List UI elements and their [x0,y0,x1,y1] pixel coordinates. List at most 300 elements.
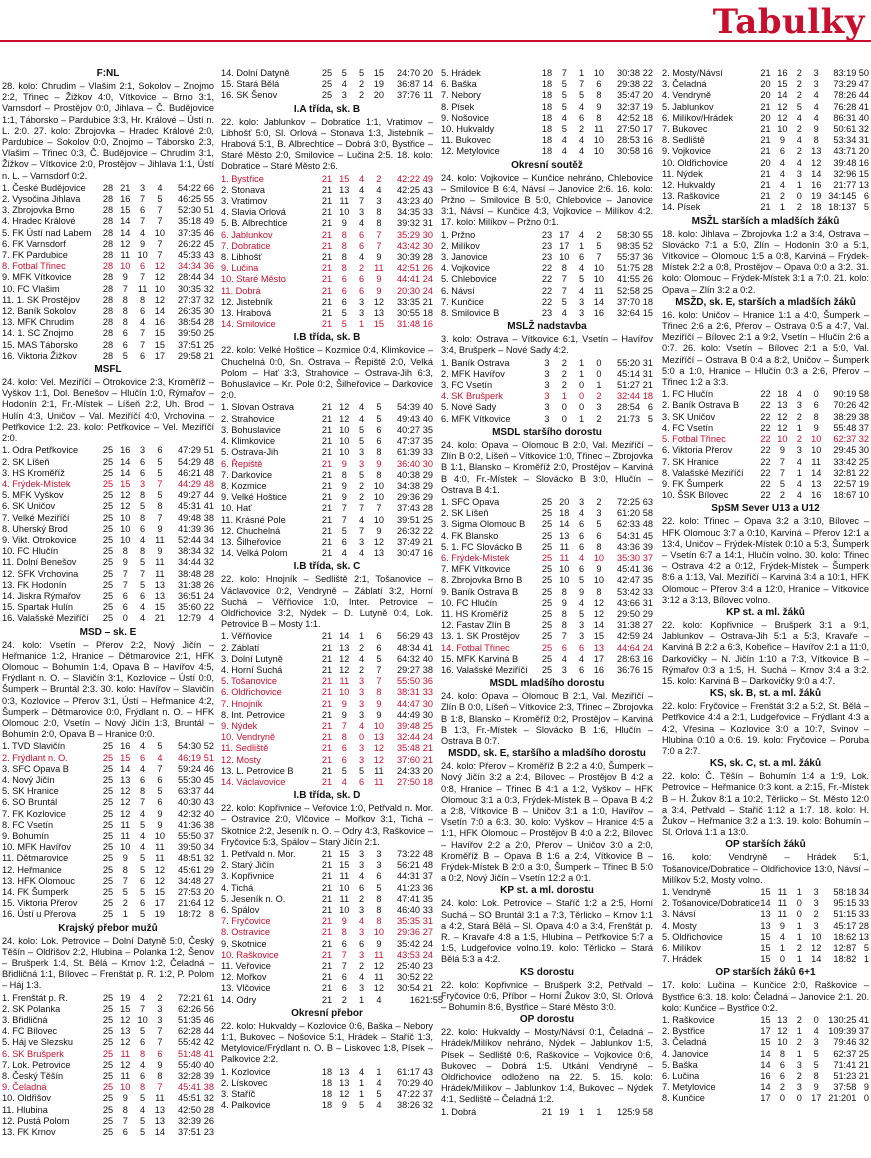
points: 31 [422,218,433,229]
results-text: 16. kolo: Vendryně – Hrádek 5:1, Tošanovice/Dobratice – Oldřichovice 13:0, Návsí – Milíkov 5:2, Mosty volno. [662,852,869,885]
league-section [441,321,653,425]
draws: 5 [140,819,146,830]
draws: 3 [359,860,365,871]
score: 38:29 [833,411,857,422]
points: 27 [422,927,433,938]
played: 21 [321,983,333,994]
points: 33 [422,905,433,916]
wins: 8 [341,240,347,251]
draws: 4 [579,146,585,157]
points: 33 [422,207,433,218]
played: 21 [321,972,333,983]
score: 41:23 [396,882,420,893]
draws: 6 [359,882,365,893]
team-name: 6. Spálov [221,905,260,916]
table-row [662,79,869,90]
draws: 7 [140,797,146,808]
score: 36:76 [616,664,640,675]
played: 25 [102,467,114,478]
team-name: 8. Ostravice [221,927,271,938]
draws: 6 [140,261,146,272]
points: 31 [642,357,653,368]
results-text: 24. kolo: Lok. Petrovice – Staříč 1:2 a 2:5, Horní Suchá – SO Bruntál 3:1 a 7:3, Těrlicko – Krnov 1:1 a 4:2, Stará Bělá – Sl. Opava 4:0 a 3:4, Frenštát p. R. – Kravaře 4:8 a 1:5, Hlubina – Petřkovice 5:7 a 1:5, Ludgeřovice volno.19. kolo: Těrlicko – Stará Bělá 5:3 a 4:2. [441,898,653,965]
wins: 7 [561,274,567,285]
score: 44:64 [616,642,640,653]
standings-table [221,1067,433,1112]
draws: 7 [140,339,146,350]
score: 51:48 [177,1048,201,1059]
score: 35:47 [616,90,640,101]
wins: 2 [779,490,785,501]
wins: 13 [559,530,570,541]
points: 32 [422,1100,433,1111]
played: 21 [321,184,333,195]
results-text: 22. kolo: Kopřivnice – Brušperk 3:2, Petřvald – Fryčovice 0:6, Příbor – Horní Žukov 3:0, Sl. Orlová – Bohumín 8:6, Bystřice – Staré Město 3:0. [441,979,653,1013]
team-name: 2. MFK Havířov [441,368,505,379]
team-name: 14. Fotbal Třinec [441,642,510,653]
wins: 15 [339,849,350,859]
wins: 7 [561,68,567,78]
score: 37:58 [833,1082,857,1093]
wins: 11 [777,887,788,897]
score: 40:30 [177,797,201,808]
league-section [441,885,653,965]
score: 49:27 [177,490,201,501]
points: 35 [642,575,653,586]
losses: 14 [593,296,604,307]
losses: 14 [811,168,822,179]
table-row [221,961,433,972]
losses: 8 [376,905,382,916]
points: 48 [422,860,433,871]
losses: 16 [811,490,822,501]
score: 34:48 [177,875,201,886]
losses: 5 [157,456,163,467]
points: 33 [642,586,653,597]
losses: 7 [157,478,163,489]
score: 43:66 [616,597,640,608]
wins: 4 [779,180,785,191]
draws: 3 [359,927,365,938]
draws: 4 [140,808,146,819]
wins: 0 [561,402,567,413]
draws: 5 [359,1100,365,1111]
played: 25 [102,1015,114,1026]
played: 28 [102,205,114,216]
standings-table [221,631,433,788]
score: 24:70 [396,68,420,78]
draws: 4 [359,252,365,263]
wins: 5 [341,319,347,330]
team-name: 14. Odry [221,994,257,1005]
team-name: 1. Baník Ostrava [441,357,510,368]
league-section [221,790,443,1006]
losses: 7 [157,205,163,216]
team-name: 7. Darkovice [221,469,273,480]
table-row [662,423,869,434]
table-row [2,524,214,535]
played: 25 [541,508,553,519]
table-row [2,753,214,764]
played: 25 [102,1082,114,1093]
played: 21 [760,191,771,202]
team-name: 16. Valašské Meziříčí [2,613,89,624]
losses: 19 [811,191,822,202]
draws: 5 [140,864,146,875]
points: 55 [642,229,653,240]
score: 48:34 [396,642,420,653]
table-row [662,158,869,169]
losses: 4 [157,182,163,193]
score: 32:96 [833,168,857,179]
tables-area [0,68,871,1156]
score: 78:26 [833,90,857,101]
played: 3 [544,402,550,413]
team-name: 10. FC Hlučín [441,597,498,608]
score: 39:50 [177,328,201,339]
points: 24 [422,732,433,743]
league-section [2,923,214,1139]
points: 6 [863,191,869,202]
wins: 8 [122,546,128,557]
losses: 8 [813,411,819,422]
losses: 3 [376,849,382,859]
score: 59:24 [177,763,201,774]
draws: 4 [796,478,802,489]
draws: 4 [140,317,146,328]
played: 21 [321,732,333,743]
played: 21 [541,1106,553,1117]
team-name: 4. FK Blansko [441,530,499,541]
score: 46:40 [396,905,420,916]
wins: 15 [120,1003,131,1014]
table-row [221,207,433,218]
points: 34 [203,534,214,545]
score: 34:44 [177,557,201,568]
points: 5 [647,413,653,424]
points: 18 [642,391,653,402]
wins: 6 [779,1071,785,1082]
losses: 13 [154,579,165,590]
wins: 18 [559,508,570,519]
played: 21 [321,938,333,949]
losses: 5 [596,519,602,530]
wins: 15 [339,173,350,184]
table-row [662,445,869,456]
wins: 12 [120,490,131,501]
score: 27:53 [177,887,201,898]
wins: 13 [120,1026,131,1037]
team-name: 14. Jiskra Rýmařov [2,590,81,601]
draws: 6 [140,467,146,478]
points: 42 [203,1037,214,1048]
score: 98:35 [616,240,640,251]
points: 21 [422,754,433,765]
played: 20 [760,157,771,168]
losses: 0 [596,357,602,368]
team-name: 5. Oldřichovice [662,931,723,942]
score: 95:15 [833,898,857,909]
league-section [441,967,653,1014]
losses: 12 [373,743,384,754]
team-name: 9. FK Šumperk [662,478,724,489]
wins: 4 [561,308,567,319]
wins: 11 [777,898,788,909]
draws: 2 [796,1037,802,1048]
played: 25 [102,568,114,579]
wins: 11 [559,552,570,563]
score: 54:22 [177,182,201,193]
losses: 9 [376,252,382,263]
score: 83:19 [833,68,857,78]
wins: 10 [339,447,350,458]
losses: 7 [376,503,382,514]
team-name: 3. Kopřivnice [221,871,275,882]
team-name: 8. Sedliště [662,135,705,146]
table-row [221,241,433,252]
team-name: 1. FC Hlučín [662,389,714,400]
played: 22 [760,456,771,467]
team-name: 12. Baník Sokolov [2,306,77,317]
played: 22 [760,490,771,501]
team-name: 16. SK Šenov [221,90,278,101]
points: 9 [863,1082,869,1093]
losses: 5 [157,741,163,752]
played: 21 [321,319,333,330]
score: 71:41 [833,1059,857,1070]
played: 25 [541,653,553,664]
points: 25 [858,456,869,467]
table-row [221,252,433,263]
team-name: 14. Smilovice [221,319,276,330]
draws: 4 [579,263,585,274]
played: 21 [321,436,333,447]
points: 38 [203,1082,214,1093]
table-row [441,263,653,274]
table-row [221,436,433,447]
score: 18:62 [833,931,857,942]
team-name: 2. SK Líšeň [2,456,50,467]
losses: 15 [154,328,165,339]
draws: 4 [359,173,365,184]
score: 62:28 [177,1026,201,1037]
wins: 11 [777,909,788,920]
draws: 1 [796,1026,802,1037]
losses: 10 [593,552,604,563]
score: 43:71 [833,146,857,157]
league-title: SpSM Sever U13 a U12 [711,503,820,515]
losses: 4 [376,1100,382,1111]
points: 27 [203,875,214,886]
league-section [221,68,433,102]
wins: 12 [120,501,131,512]
team-name: 11. Dětmarovice [2,853,69,864]
draws: 4 [140,763,146,774]
table-row [221,414,433,425]
wins: 7 [122,579,128,590]
points: 22 [858,467,869,478]
points: 48 [203,467,214,478]
points: 43 [422,1066,433,1077]
score: 63:37 [177,786,201,797]
league-section [221,104,433,331]
wins: 1 [122,909,128,920]
score: 35:48 [396,743,420,754]
wins: 9 [122,853,128,864]
losses: 9 [596,101,602,112]
draws: 3 [359,905,365,916]
draws: 2 [796,146,802,157]
score: 54:31 [616,530,640,541]
points: 40 [422,413,433,424]
score: 28:53 [616,135,640,146]
played: 22 [541,274,553,285]
losses: 5 [157,786,163,797]
points: 24 [422,274,433,285]
team-name: 1. Věřňovice [221,631,273,642]
team-name: 6. MFK Vítkovice [441,413,511,424]
wins: 10 [120,261,131,272]
draws: 4 [579,552,585,563]
table-row [2,468,214,479]
table-row [221,230,433,241]
score: 61:20 [616,508,640,519]
column-2 [221,68,443,1156]
played: 21 [321,642,333,653]
wins: 7 [122,1115,128,1126]
draws: 6 [359,776,365,787]
wins: 7 [122,568,128,579]
score: 30:52 [396,972,420,983]
points: 12 [203,898,214,909]
team-name: 12. Mořkov [221,972,267,983]
played: 17 [760,1026,771,1037]
losses: 9 [157,546,163,557]
team-name: 12. Mosty [221,754,261,765]
table-row [2,490,214,501]
points: 40 [203,808,214,819]
table-row [221,631,433,642]
wins: 12 [339,664,350,675]
draws: 6 [579,642,585,653]
team-name: 13. HFK Olomouc [2,875,76,886]
played: 25 [102,478,114,489]
wins: 19 [559,1106,570,1117]
losses: 12 [154,864,165,875]
table-row [221,860,433,871]
table-row [662,202,869,213]
points: 25 [422,514,433,525]
losses: 5 [596,240,602,251]
table-row [2,876,214,887]
draws: 0 [796,1093,802,1104]
losses: 3 [813,68,819,78]
losses: 9 [157,819,163,830]
table-row [441,146,653,157]
table-row [221,1089,433,1100]
score: 43:23 [396,196,420,207]
played: 22 [760,422,771,433]
team-name: 14. Dolní Datyně [221,68,290,78]
draws: 3 [359,849,365,859]
draws: 3 [579,620,585,631]
played: 14 [760,1048,771,1059]
losses: 0 [813,389,819,400]
points: 51 [203,752,214,763]
score: 37:51 [177,1127,201,1138]
wins: 10 [559,252,570,263]
draws: 5 [579,90,585,101]
table-row [662,434,869,445]
standings-table [2,445,214,624]
team-name: 6. Baška [441,79,477,90]
losses: 20 [373,90,384,101]
score: 29:50 [616,608,640,619]
score: 26:22 [177,238,201,249]
score: 32:37 [616,101,640,112]
played: 21 [321,893,333,904]
score: 30:38 [616,68,640,78]
points: 32 [203,546,214,557]
wins: 4 [561,653,567,664]
wins: 4 [341,776,347,787]
table-row [2,1116,214,1127]
team-name: 7. Metylovice [662,1082,716,1093]
played: 3 [544,413,550,424]
played: 25 [102,808,114,819]
points: 25 [858,1048,869,1059]
table-row [2,602,214,613]
score: 52:30 [177,205,201,216]
wins: 14 [777,90,788,101]
table-row [441,1107,653,1118]
played: 25 [541,597,553,608]
league-section [441,678,653,747]
table-row [221,481,433,492]
table-row [221,425,433,436]
losses: 12 [373,961,384,972]
team-name: 6. Oldřichovice [221,687,282,698]
score: 46:19 [177,752,201,763]
team-name: 13. L. Petrovice B [221,765,294,776]
score: 30:35 [177,283,201,294]
draws: 6 [140,1071,146,1082]
draws: 1 [796,467,802,478]
score: 29:45 [833,445,857,456]
played: 22 [541,263,553,274]
table-row [2,853,214,864]
losses: 9 [376,938,382,949]
team-name: 11. Krásné Pole [221,514,286,525]
team-name: 2. Strahovice [221,413,275,424]
table-row [662,887,869,898]
standings-table [441,497,653,676]
table-row [2,250,214,261]
points: 16 [642,135,653,146]
score: 64:32 [396,653,420,664]
draws: 11 [137,283,148,294]
points: 21 [422,743,433,754]
played: 25 [102,490,114,501]
table-row [221,459,433,470]
score: 21:77 [833,180,857,191]
played: 25 [102,546,114,557]
score: 51:15 [833,909,857,920]
team-name: 11. Dobrá [221,285,261,296]
wins: 12 [777,112,788,123]
played: 25 [102,786,114,797]
points: 13 [858,180,869,191]
